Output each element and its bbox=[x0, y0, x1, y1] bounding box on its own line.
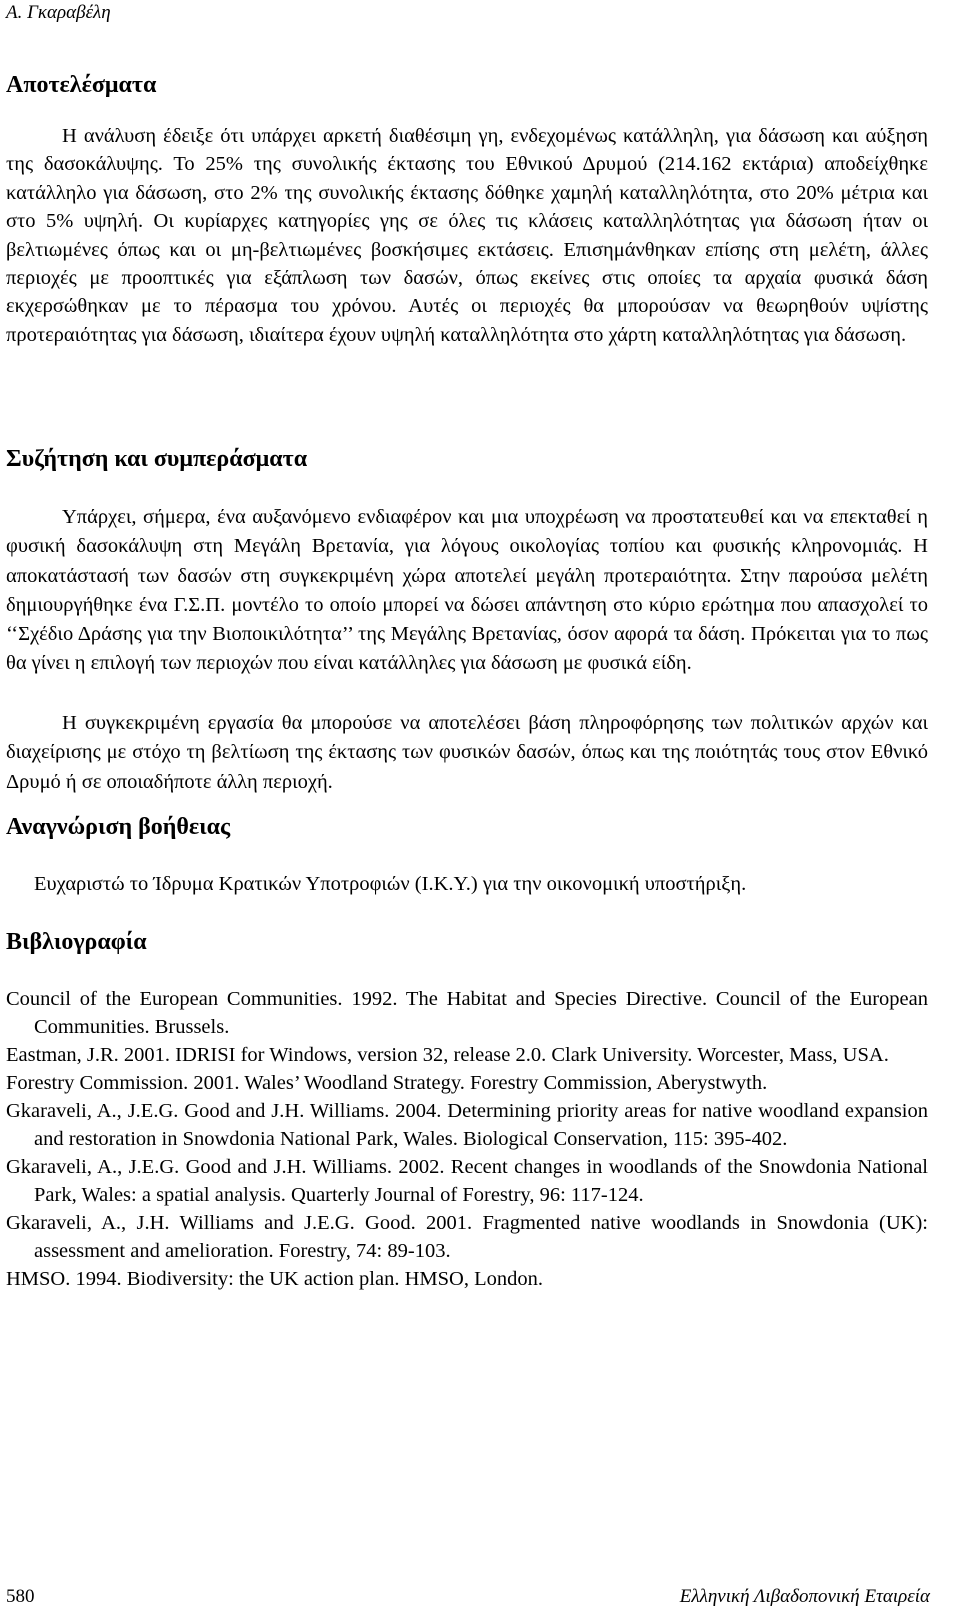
discussion-paragraph-2: Η συγκεκριμένη εργασία θα μπορούσε να αποτελέσει βάση πληροφόρησης των πολιτικών αρχών και διαχείρισης με στόχο τη βελτίωση της έκτασης των φυσικών δασών, όπως και της ποιότητάς τους στον Εθνικό Δρυμό ή σε οποιαδήποτε άλλη περιοχή. bbox=[6, 712, 928, 793]
discussion-title: Συζήτηση και συμπεράσματα bbox=[6, 446, 308, 472]
reference-item: Gkaraveli, A., J.H. Williams and J.E.G. Good. 2001. Fragmented native woodlands in Snowdonia (UK): assessment and amelioration. Forestry, 74: 89-103. bbox=[6, 1212, 928, 1262]
bibliography-title: Βιβλιογραφία bbox=[6, 929, 147, 955]
journal-name: Ελληνική Λιβαδοπονική Εταιρεία bbox=[679, 1586, 930, 1607]
reference-item: Gkaraveli, A., J.E.G. Good and J.H. Williams. 2004. Determining priority areas for native woodland expansion and restoration in Snowdonia National Park, Wales. Biological Conservation, 115: 395-402. bbox=[6, 1100, 928, 1150]
reference-item: Council of the European Communities. 1992. The Habitat and Species Directive. Council of the European Communities. Brussels. bbox=[6, 988, 928, 1038]
discussion-paragraph-1: Υπάρχει, σήμερα, ένα αυξανόμενο ενδιαφέρον και μια υποχρέωση να προστατευθεί και να επεκταθεί η φυσική δασοκάλυψη στη Μεγάλη Βρετανία, για λόγους οικολογίας τοπίου και φυσικής κληρονομιάς. Η αποκατάστασή των δασών στη συγκεκριμένη χώρα αποτελεί μεγάλη προτεραιότητα. Στην παρούσα μελέτη δημιουργήθηκε ένα Γ.Σ.Π. μοντέλο το οποίο μπορεί να δώσει απάντηση στο κύριο ερώτημα που απασχολεί το ‘‘Σχέδιο Δράσης για την Βιοποικιλότητα’’ της Μεγάλης Βρετανίας, όσον αφορά τα δάση. Πρόκειται για το πως θα γίνει η επιλογή των περιοχών που είναι κατάλληλες για δάσωση με φυσικά είδη. bbox=[6, 506, 928, 675]
acknowledgement-title: Αναγνώριση βοήθειας bbox=[6, 814, 231, 840]
results-title: Αποτελέσματα bbox=[6, 72, 157, 98]
reference-item: Forestry Commission. 2001. Wales’ Woodland Strategy. Forestry Commission, Aberystwyth. bbox=[6, 1072, 768, 1094]
reference-item: Eastman, J.R. 2001. IDRISI for Windows, version 32, release 2.0. Clark University. Worcester, Mass, USA. bbox=[6, 1044, 889, 1066]
acknowledgement-text: Ευχαριστώ το Ίδρυμα Κρατικών Υποτροφιών (Ι.Κ.Υ.) για την οικονομική υποστήριξη. bbox=[34, 873, 747, 895]
running-head: Α. Γκαραβέλη bbox=[6, 2, 111, 23]
results-paragraph: Η ανάλυση έδειξε ότι υπάρχει αρκετή διαθέσιμη γη, ενδεχομένως κατάλληλη, για δάσωση και αύξηση της δασοκάλυψης. Το 25% της συνολικής έκτασης του Εθνικού Δρυμού (214.162 εκτάρια) αποδείχθηκε κατάλληλο για δάσωση, στο 2% της συνολικής έκτασης δόθηκε χαμηλή καταλληλότητα, στο 20% μέτρια και στο 5% υψηλή. Οι κυρίαρχες κατηγορίες γης σε όλες τις κλάσεις καταλληλότητας για δάσωση ήταν οι βελτιωμένες όπως και οι μη-βελτιωμένες βοσκήσιμες εκτάσεις. Επισημάνθηκαν επίσης στη μελέτη, άλλες περιοχές με προοπτικές για εξάπλωση των δασών, όπως εκείνες στις οποίες τα αρχαία φυσικά δάση εκχερσώθηκαν με το πέρασμα του χρόνου. Αυτές οι περιοχές θα μπορούσαν να θεωρηθούν υψίστης προτεραιότητας για δάσωση, ιδιαίτερα έχουν υψηλή καταλληλότητα στο χάρτη καταλληλότητας για δάσωση. bbox=[6, 125, 928, 346]
reference-list bbox=[6, 985, 928, 1293]
reference-item: HMSO. 1994. Biodiversity: the UK action plan. HMSO, London. bbox=[6, 1268, 543, 1290]
page-number: 580 bbox=[6, 1586, 35, 1607]
reference-item: Gkaraveli, A., J.E.G. Good and J.H. Williams. 2002. Recent changes in woodlands of the Snowdonia National Park, Wales: a spatial analysis. Quarterly Journal of Forestry, 96: 117-124. bbox=[6, 1156, 928, 1206]
